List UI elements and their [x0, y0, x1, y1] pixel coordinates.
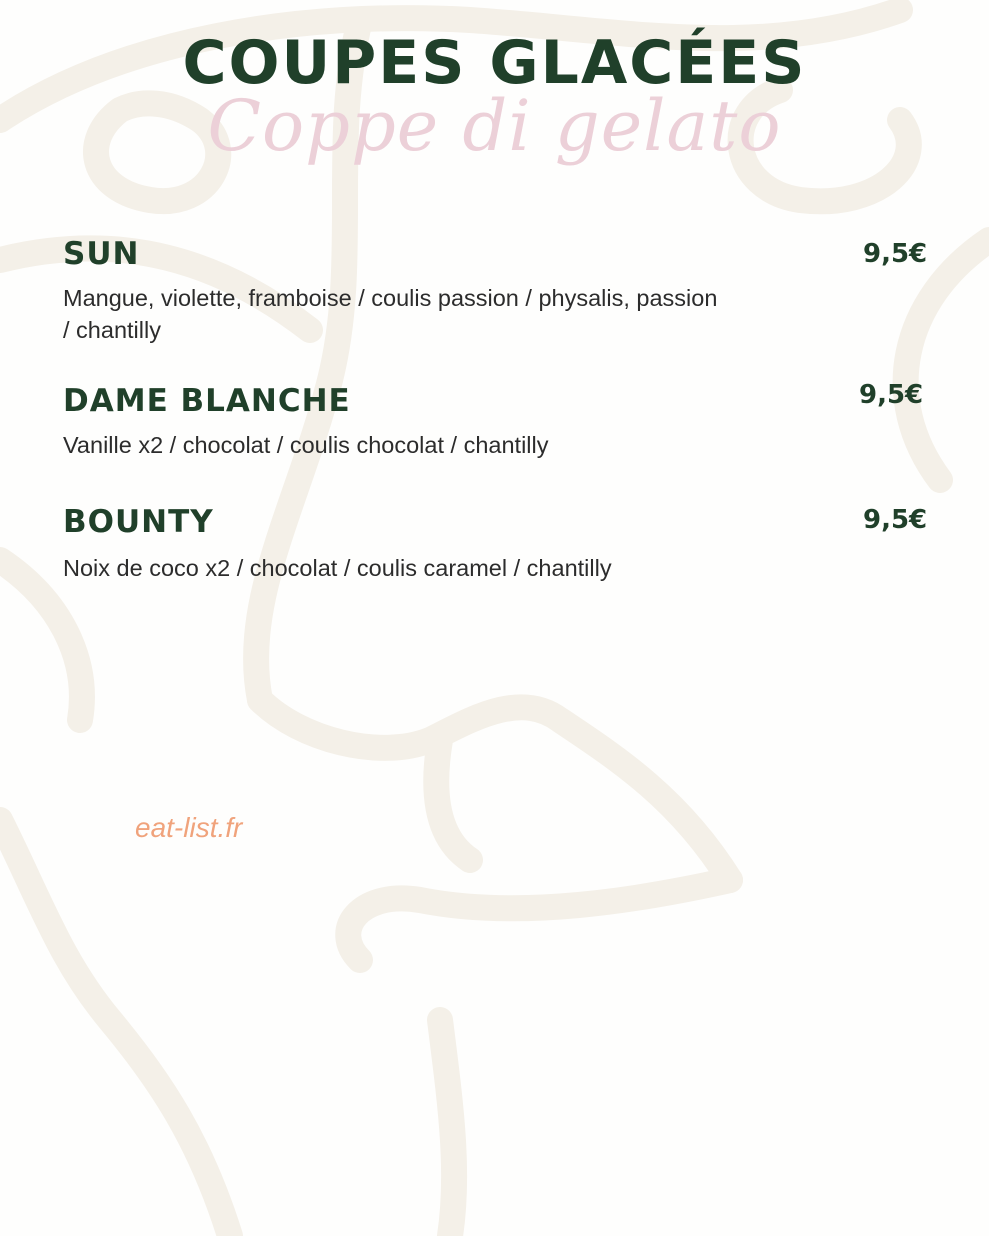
menu-item-sun — [63, 236, 933, 346]
page-title: COUPES GLACÉES — [182, 28, 807, 98]
menu-item-price: 9,5€ — [859, 380, 924, 410]
menu-item-description: Noix de coco x2 / chocolat / coulis caramel / chantilly — [63, 555, 612, 581]
page-subtitle: Coppe di gelato — [207, 85, 782, 167]
menu-item-description: Vanille x2 / chocolat / coulis chocolat / chantilly — [63, 432, 549, 458]
menu-item-price: 9,5€ — [863, 505, 928, 535]
menu-item-name: DAME BLANCHE — [63, 383, 351, 419]
menu-item-description: Mangue, violette, framboise / coulis passion / physalis, passion / chantilly — [63, 285, 718, 343]
menu-item-name: BOUNTY — [63, 504, 214, 540]
watermark-text: eat-list.fr — [135, 812, 243, 843]
menu-item-dame-blanche — [63, 380, 933, 461]
menu-item-bounty — [63, 504, 933, 584]
menu-item-price: 9,5€ — [863, 239, 928, 269]
menu-item-name: SUN — [63, 236, 140, 272]
